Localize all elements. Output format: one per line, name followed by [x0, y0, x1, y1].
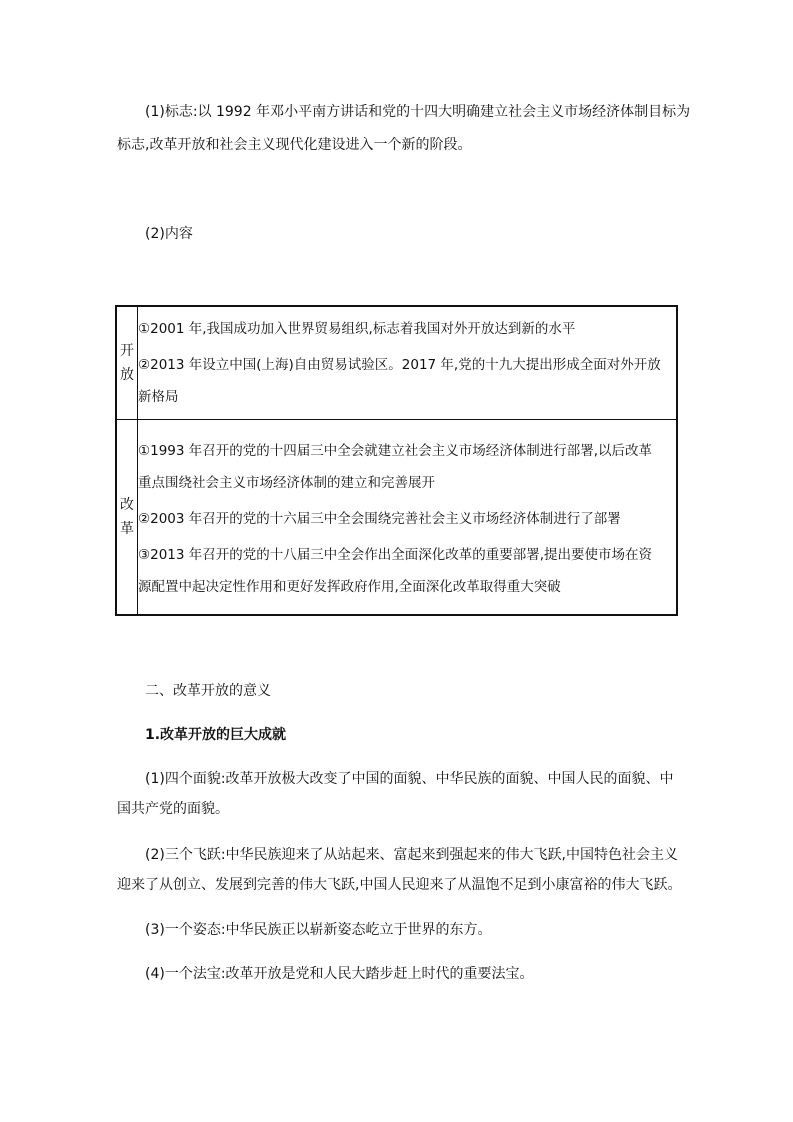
table-item: 新格局: [138, 389, 179, 405]
table-item: ②2013 年设立中国(上海)自由贸易试验区。2017 年,党的十九大提出形成全面对外开放: [138, 357, 661, 373]
subheading: 1.改革开放的巨大成就: [145, 727, 287, 743]
table-item: 重点围绕社会主义市场经济体制的建立和完善展开: [138, 475, 435, 491]
content-table: [115, 305, 678, 616]
row-content-gaige: [138, 420, 678, 616]
table-row-gaige: [116, 420, 677, 616]
section-heading: 二、改革开放的意义: [145, 683, 271, 699]
table-item: ③2013 年召开的党的十八届三中全会作出全面深化改革的重要部署,提出要使市场在资: [138, 547, 653, 563]
row-label-gaige: 改 革: [116, 420, 138, 616]
achievement-p1-line-1: (1)四个面貌:改革开放极大改变了中国的面貌、中华民族的面貌、中国人民的面貌、中: [145, 771, 674, 787]
biaozhi-line-1: (1)标志:以 1992 年邓小平南方讲话和党的十四大明确建立社会主义市场经济体制目标为: [145, 104, 691, 120]
achievement-p4: (4)一个法宝:改革开放是党和人民大踏步赶上时代的重要法宝。: [145, 966, 534, 982]
neirong-label: (2)内容: [145, 226, 193, 242]
table-item: ①2001 年,我国成功加入世界贸易组织,标志着我国对外开放达到新的水平: [138, 321, 576, 337]
row-label-kaifang: 开 放: [116, 306, 138, 420]
table-item: ①1993 年召开的党的十四届三中全会就建立社会主义市场经济体制进行部署,以后改革: [138, 443, 653, 459]
achievement-p2-line-2: 迎来了从创立、发展到完善的伟大飞跃,中国人民迎来了从温饱不足到小康富裕的伟大飞跃。: [117, 877, 682, 893]
table-item: ②2003 年召开的党的十六届三中全会围绕完善社会主义市场经济体制进行了部署: [138, 511, 621, 527]
achievement-p3: (3)一个姿态:中华民族正以崭新姿态屹立于世界的东方。: [145, 922, 492, 938]
row-content-kaifang: [138, 306, 678, 420]
table-item: 源配置中起决定性作用和更好发挥政府作用,全面深化改革取得重大突破: [138, 579, 561, 595]
biaozhi-line-2: 标志,改革开放和社会主义现代化建设进入一个新的阶段。: [117, 137, 472, 153]
achievement-p2-line-1: (2)三个飞跃:中华民族迎来了从站起来、富起来到强起来的伟大飞跃,中国特色社会主义: [145, 847, 678, 863]
table-row-kaifang: [116, 306, 677, 420]
achievement-p1-line-2: 国共产党的面貌。: [117, 801, 229, 817]
